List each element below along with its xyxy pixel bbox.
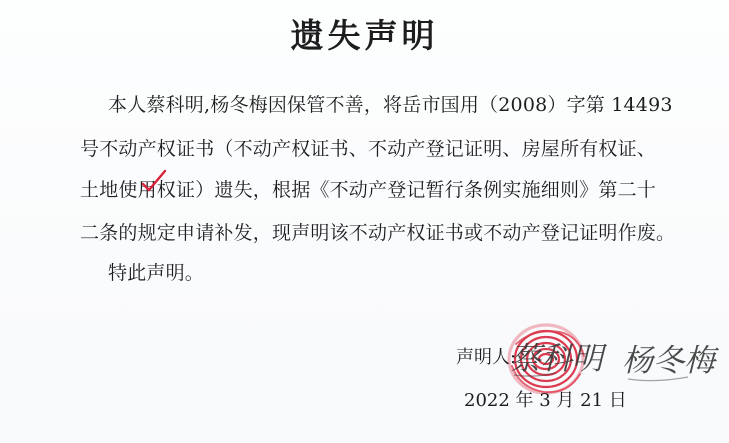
red-check-mark-icon (140, 168, 168, 194)
svg-text:蔡科明: 蔡科明 (510, 341, 603, 377)
body-line-1: 本人蔡科明,杨冬梅因保管不善，将岳市国用（2008）字第 14493 (108, 94, 673, 116)
declarant-label: 声明人: (456, 347, 517, 368)
body-line-4: 二条的规定申请补发，现声明该不动产权证书或不动产登记证明作废。 (80, 222, 676, 244)
body-line-2: 号不动产权证书（不动产权证书、不动产登记证明、房屋所有权证、 (80, 138, 657, 160)
declaration-date: 2022 年 3 月 21 日 (464, 390, 627, 411)
handwritten-signature (510, 335, 725, 395)
document-title: 遗失声明 (290, 16, 439, 55)
closing-line: 特此声明。 (108, 262, 205, 284)
svg-text:杨冬梅: 杨冬梅 (622, 343, 715, 379)
body-line-3: 土地使用权证）遗失，根据《不动产登记暂行条例实施细则》第二十 (80, 179, 657, 201)
